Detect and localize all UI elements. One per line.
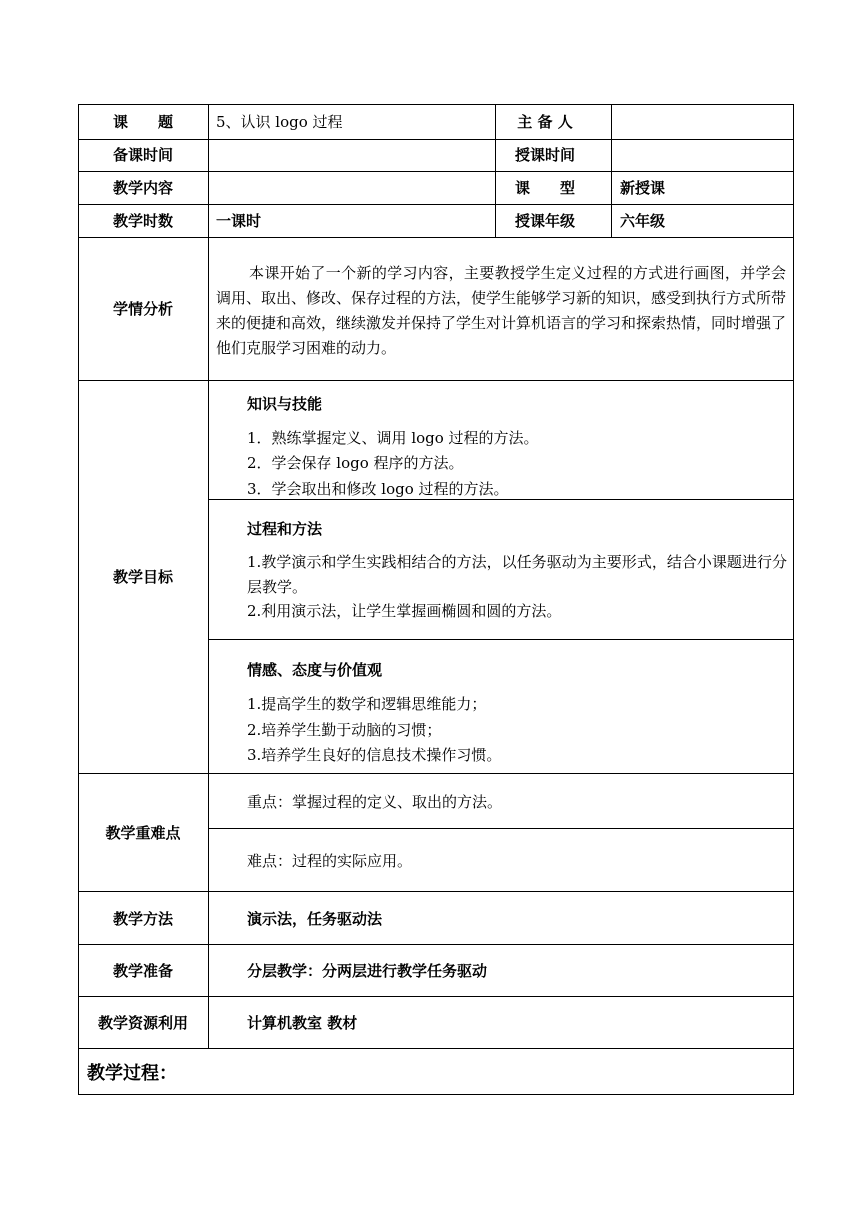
row-divider bbox=[78, 171, 794, 172]
emotion-item: 3.培养学生良好的信息技术操作习惯。 bbox=[247, 746, 502, 764]
hours-label: 教学时数 bbox=[112, 212, 173, 230]
row-divider bbox=[78, 1048, 794, 1049]
row-divider bbox=[78, 891, 794, 892]
resources-value: 计算机教室 教材 bbox=[247, 1014, 358, 1032]
knowledge-title: 知识与技能 bbox=[247, 395, 323, 413]
table-border-right bbox=[793, 104, 794, 1094]
difficult-point-text: 难点：过程的实际应用。 bbox=[247, 852, 413, 870]
hours-value: 一课时 bbox=[216, 212, 262, 230]
sub-row-divider bbox=[208, 828, 794, 829]
table-border-top bbox=[78, 104, 794, 105]
lesson-type-value: 新授课 bbox=[620, 179, 666, 197]
content-label: 教学内容 bbox=[112, 179, 173, 197]
knowledge-item: 3．学会取出和修改 logo 过程的方法。 bbox=[247, 480, 509, 498]
sub-row-divider bbox=[208, 639, 794, 640]
row-divider bbox=[78, 139, 794, 140]
row-divider bbox=[78, 237, 794, 238]
class-time-label: 授课时间 bbox=[514, 146, 575, 164]
prep-time-label: 备课时间 bbox=[112, 146, 173, 164]
process-item: 2.利用演示法，让学生掌握画椭圆和圆的方法。 bbox=[247, 602, 562, 620]
goals-label: 教学目标 bbox=[112, 568, 173, 586]
row-divider bbox=[78, 773, 794, 774]
method-label: 教学方法 bbox=[112, 910, 173, 928]
knowledge-item: 1．熟练掌握定义、调用 logo 过程的方法。 bbox=[247, 429, 539, 447]
emotion-item: 2.培养学生勤于动脑的习惯； bbox=[247, 721, 442, 739]
row-divider bbox=[78, 944, 794, 945]
preparer-label: 主 备 人 bbox=[517, 113, 573, 131]
emotion-item: 1.提高学生的数学和逻辑思维能力； bbox=[247, 695, 487, 713]
sub-row-divider bbox=[208, 499, 794, 500]
knowledge-item: 2．学会保存 logo 程序的方法。 bbox=[247, 454, 464, 472]
lesson-type-label: 课 型 bbox=[514, 179, 575, 197]
analysis-label: 学情分析 bbox=[112, 300, 173, 318]
resources-label: 教学资源利用 bbox=[97, 1014, 188, 1032]
column-divider bbox=[611, 104, 612, 237]
emotion-title: 情感、态度与价值观 bbox=[247, 661, 383, 679]
row-divider bbox=[78, 380, 794, 381]
preparation-value: 分层教学：分两层进行教学任务驱动 bbox=[247, 962, 488, 980]
teaching-process-title: 教学过程： bbox=[87, 1063, 177, 1084]
preparation-label: 教学准备 bbox=[112, 962, 173, 980]
analysis-text: 本课开始了一个新的学习内容，主要教授学生定义过程的方式进行画图，并学会调用、取出、修改、保存过程的方法，使学生能够学习新的知识，感受到执行方式所带来的便捷和高效，继续激发并保持了学生对计算机语言的学习和探索热情，同时增强了他们克服学习困难的动力。 bbox=[216, 264, 787, 357]
topic-label: 课 题 bbox=[112, 113, 173, 131]
key-points-label: 教学重难点 bbox=[105, 824, 181, 842]
grade-label: 授课年级 bbox=[514, 212, 575, 230]
row-divider bbox=[78, 996, 794, 997]
topic-value: 5、认识 logo 过程 bbox=[216, 113, 343, 131]
key-point-text: 重点：掌握过程的定义、取出的方法。 bbox=[247, 793, 503, 811]
process-item: 1.教学演示和学生实践相结合的方法，以任务驱动为主要形式，结合小课题进行分层教学。 bbox=[247, 553, 787, 596]
table-border-bottom bbox=[78, 1094, 794, 1095]
method-value: 演示法，任务驱动法 bbox=[247, 910, 383, 928]
process-title: 过程和方法 bbox=[247, 520, 323, 538]
column-divider bbox=[208, 104, 209, 1048]
grade-value: 六年级 bbox=[620, 212, 666, 230]
table-border-left bbox=[78, 104, 79, 1094]
row-divider bbox=[78, 204, 794, 205]
